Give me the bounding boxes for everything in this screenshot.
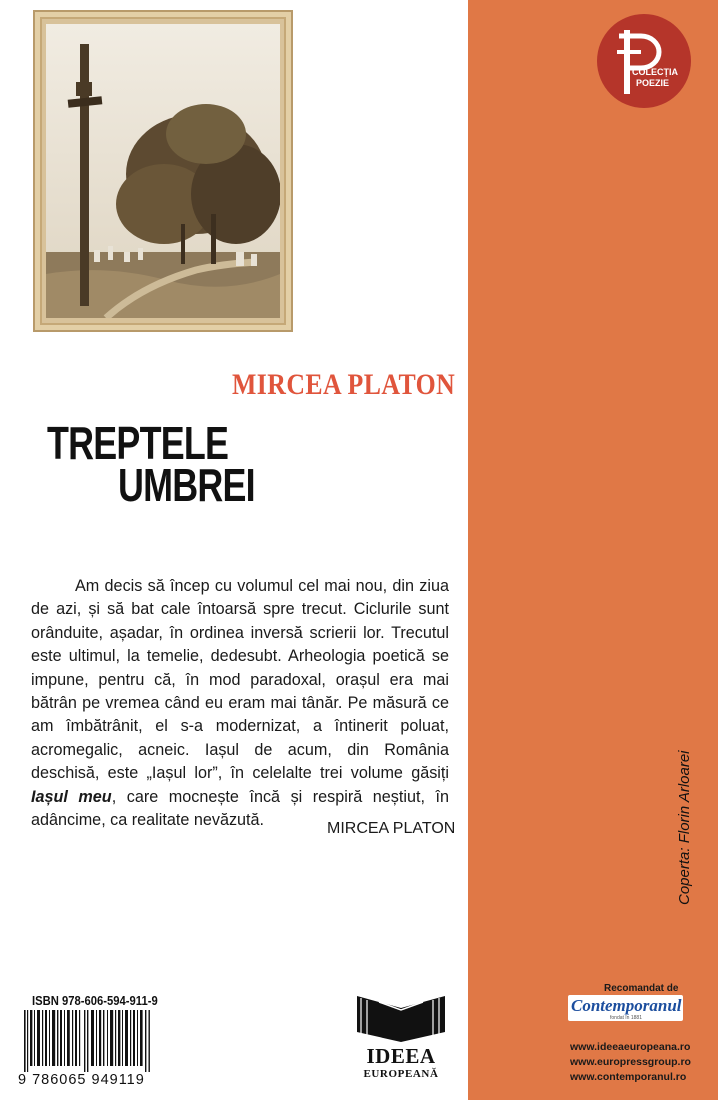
- title-line2: UMBREI: [118, 459, 255, 511]
- website-list: [570, 1040, 691, 1085]
- blurb-body: Am decis să încep cu volumul cel mai nou, din ziua de azi, și să bat cale întoarsă spre trecut. Ciclurile sunt orânduite, așadar, în ordinea inversă scrierii lor. Trecutul este ultimul, la temelie, dedesubt. Arheologia poetică se impune, pentru că, în mod paradoxal, orașul era mai bătrân pe vremea când eu eram mai tânăr. Pe măsură ce am îmbătrânit, el s-a modernizat, a întinerit poluat, acromegalic, acneic. Iașul de acum, din România deschisă, este „Iașul lor”, în celelalte trei volume găsiți: [31, 577, 449, 783]
- website-link[interactable]: www.contemporanul.ro: [570, 1071, 687, 1083]
- collection-line1: COLECȚIA: [632, 67, 678, 77]
- blurb-end: , care mocnește încă și respiră neștiut, în adâncime, ca realitate nevăzută.: [31, 787, 450, 830]
- blurb-text: [31, 575, 449, 832]
- barcode-number: 9 786065 949119: [18, 1072, 145, 1088]
- website-link[interactable]: www.europressgroup.ro: [570, 1056, 691, 1068]
- isbn-label: ISBN 978-606-594-911-9: [32, 994, 158, 1008]
- publisher-subname: EUROPEANĂ: [363, 1068, 439, 1080]
- blurb-signature: MIRCEA PLATON: [327, 820, 456, 837]
- collection-line2: POEZIE: [636, 78, 670, 88]
- publisher-name: IDEEA: [366, 1044, 436, 1068]
- collection-label: [632, 67, 678, 89]
- title-line1: TREPTELE: [47, 417, 229, 469]
- recommended-by-label: Recomandat de: [604, 983, 679, 994]
- cover-credit: Coperta: Florin Arloarei: [676, 750, 693, 905]
- photo-frame: [33, 10, 293, 332]
- collection-badge: [597, 14, 691, 108]
- cemetery-photo: [46, 24, 280, 318]
- blurb-emphasis: Iașul meu: [31, 787, 112, 806]
- website-link[interactable]: www.ideeaeuropeana.ro: [570, 1041, 691, 1053]
- collection-logo-icon: [597, 14, 691, 108]
- author-name: MIRCEA PLATON: [232, 368, 456, 401]
- contemporanul-logo: Contemporanul: [571, 996, 682, 1015]
- contemporanul-founded: fondat în 1881: [610, 1015, 642, 1021]
- barcode: [24, 1010, 152, 1072]
- back-cover-orange-panel: [468, 0, 718, 1100]
